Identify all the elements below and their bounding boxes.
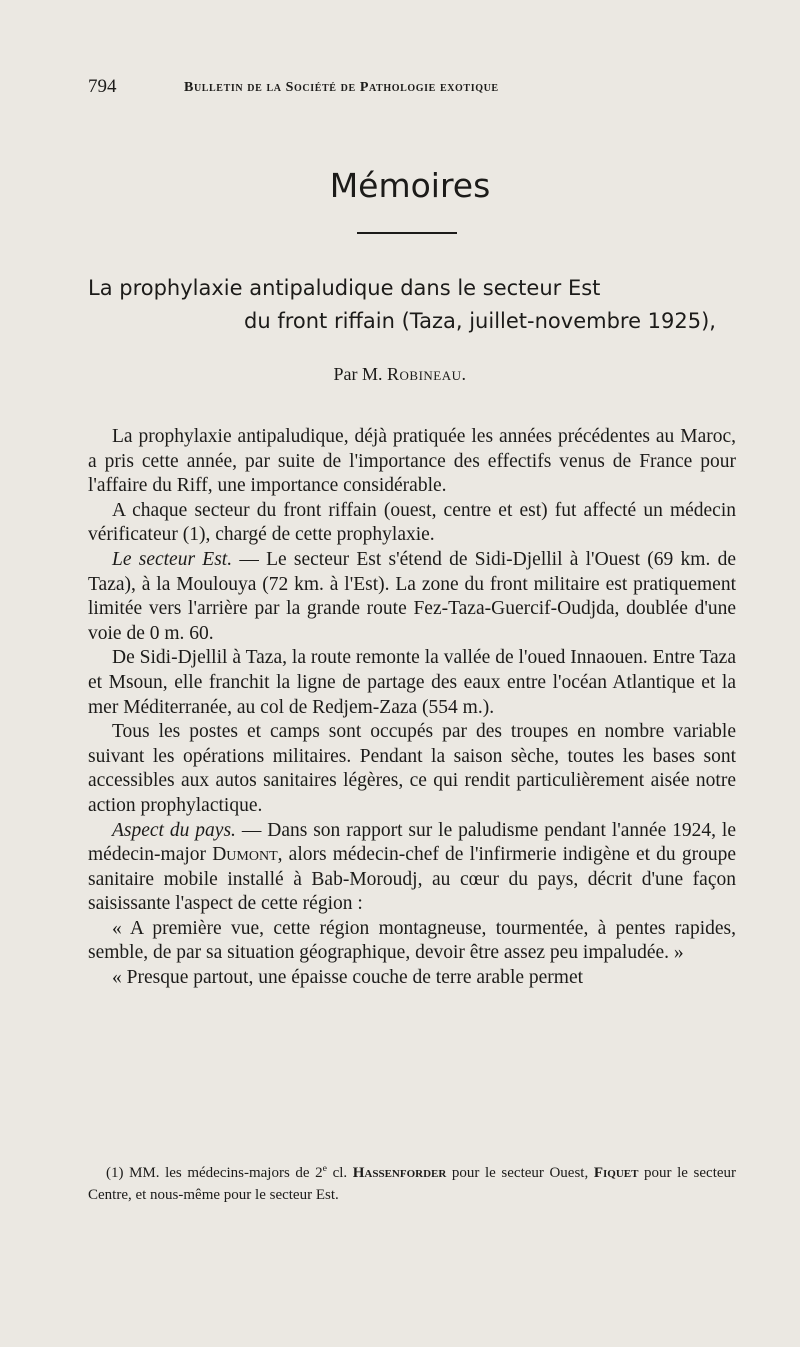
running-title: Bulletin de la Société de Pathologie exotique: [184, 80, 499, 95]
footnote: (1) MM. les médecins-majors de 2e cl. Hassenforder pour le secteur Ouest, Fiquet pour le secteur Centre, et nous-même pour le secteur Est.: [88, 1163, 737, 1203]
cited-name: Fiquet: [593, 1165, 639, 1181]
author-name: Robineau.: [387, 364, 467, 384]
paragraph: Aspect du pays. — Dans son rapport sur le paludisme pendant l'année 1924, le médecin-major Dumont, alors médecin-chef de l'infirmerie indigène et du groupe sanitaire mobile installé à Bab-Moroudj, au cœur du pays, décrit d'une façon saisissante l'aspect de cette région :: [88, 819, 737, 915]
article-title: [88, 272, 738, 338]
page-header: [88, 76, 738, 100]
byline-prefix: Par M.: [333, 364, 383, 384]
paragraph: Tous les postes et camps sont occupés par des troupes en nombre variable suivant les opérations militaires. Pendant la saison sèche, toutes les bases sont accessibles aux autos sanitaires légères, ce qui rendit particulièrement aisée notre action prophylactique.: [88, 721, 736, 816]
section-lead: Aspect du pays.: [112, 819, 236, 841]
byline: [0, 364, 800, 385]
cited-name: Dumont: [212, 844, 278, 866]
paragraph: Le secteur Est. — Le secteur Est s'étend de Sidi-Djellil à l'Ouest (69 km. de Taza), à la Moulouya (72 km. à l'Est). La zone du front militaire est pratiquement limitée vers l'arrière par la grande route Fez-Taza-Guercif-Oudjda, doublée d'une voie de 0 m. 60.: [88, 548, 736, 644]
paragraph: « Presque partout, une épaisse couche de terre arable permet: [112, 967, 584, 989]
page-number: 794: [88, 76, 117, 97]
paragraph: De Sidi-Djellil à Taza, la route remonte la vallée de l'oued Innaouen. Entre Taza et Msoun, elle franchit la ligne de partage des eaux entre l'océan Atlantique et la mer Méditerranée, au col de Redjem-Zaza (554 m.).: [88, 647, 736, 718]
title-rule: [357, 232, 457, 234]
paragraph: « A première vue, cette région montagneuse, tourmentée, à pentes rapides, semble, de par sa situation géographique, devoir être assez peu impaludée. »: [88, 917, 736, 964]
cited-name: Hassenforder: [352, 1165, 447, 1181]
section-title: Mémoires: [329, 166, 491, 205]
article-title-line-1: La prophylaxie antipaludique dans le secteur Est: [88, 276, 601, 300]
article-body: [88, 425, 736, 991]
paragraph: A chaque secteur du front riffain (ouest, centre et est) fut affecté un médecin vérificateur (1), chargé de cette prophylaxie.: [88, 499, 736, 546]
article-title-line-2: du front riffain (Taza, juillet-novembre 1925),: [244, 309, 716, 333]
paragraph: La prophylaxie antipaludique, déjà pratiquée les années précédentes au Maroc, a pris cette année, par suite de l'importance des effectifs venus de France pour l'affaire du Riff, une importance considérable.: [88, 426, 736, 497]
section-lead: Le secteur Est.: [112, 548, 233, 570]
